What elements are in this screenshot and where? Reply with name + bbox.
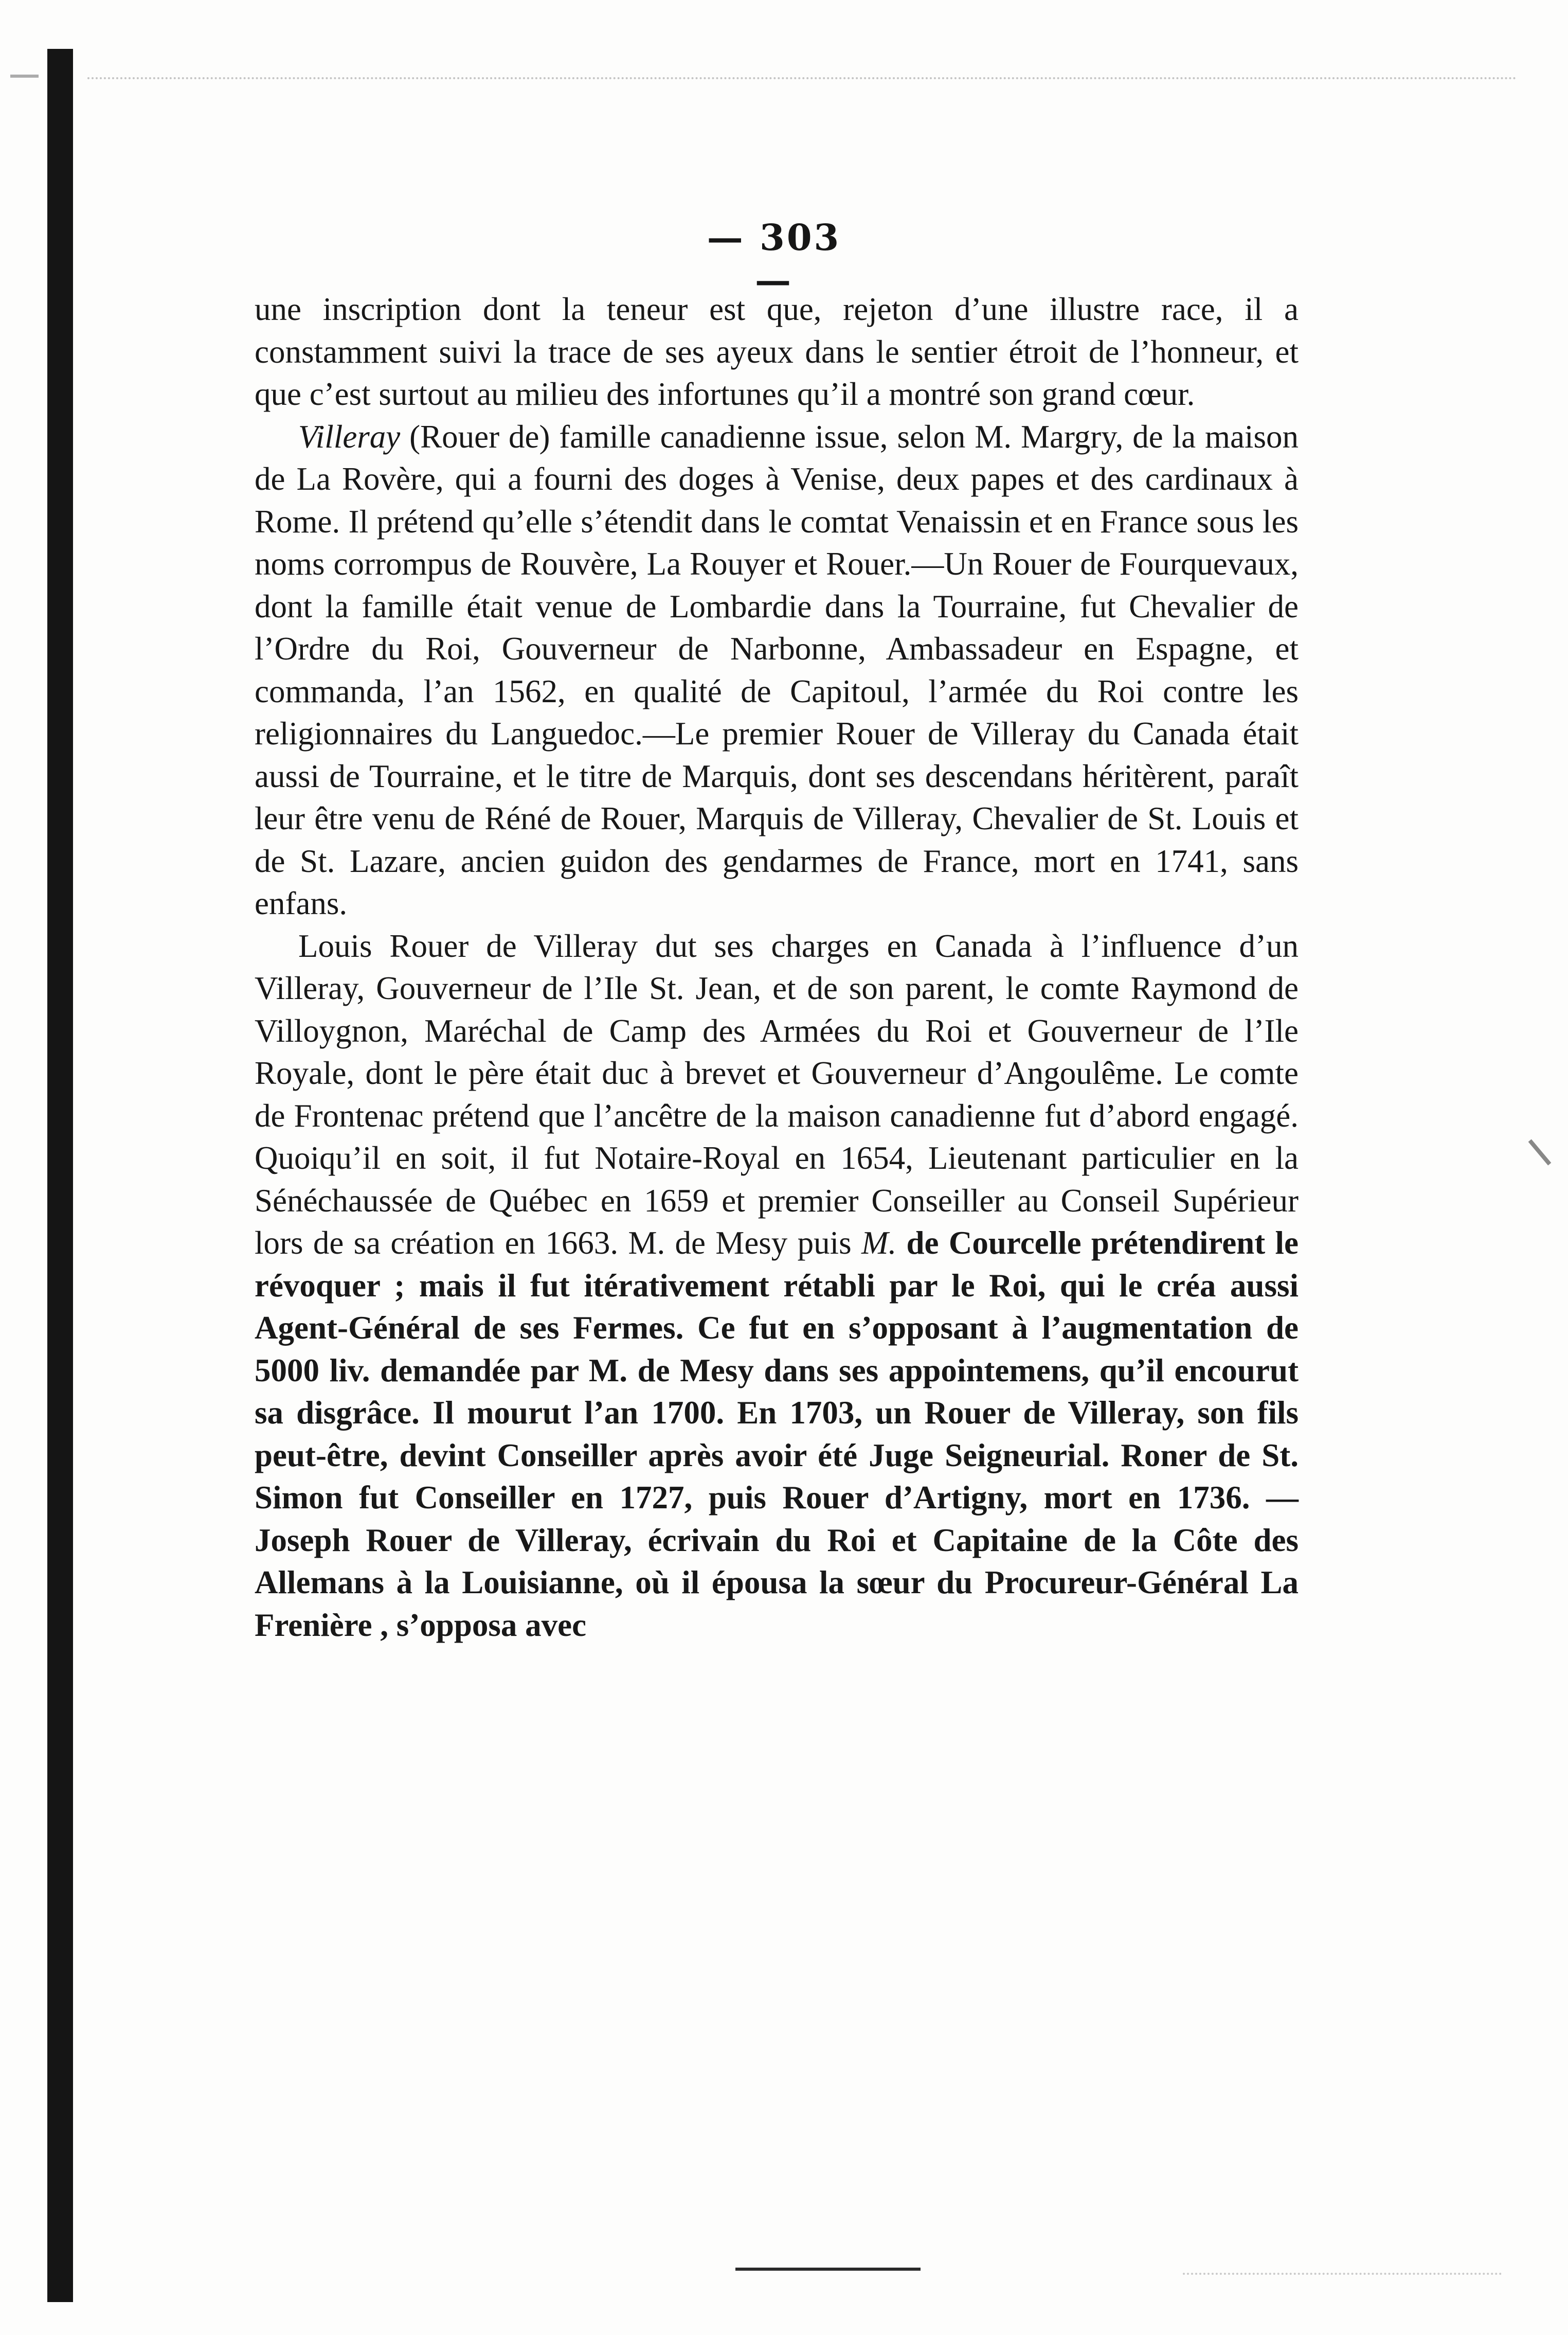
binding-edge-shadow [47,49,73,2302]
paragraph-3-italic-m: M. [861,1225,897,1261]
scan-noise-bottom [1183,2273,1502,2277]
paragraph-1: une inscription dont la teneur est que, rejeton d’une illustre race, il a constamment suivi la trace de ses ayeux dans le sentier étroit de l’honneur, et que c’est surtout au milieu des infortunes qu’il a montré son grand cœur. [255,291,1299,412]
page-number: — 303 — [707,216,841,301]
entry-name-villeray: Villeray [298,418,401,455]
footer-rule [735,2268,921,2271]
scan-mark-right [1528,1139,1552,1165]
scan-noise-top [87,77,1517,82]
body-text [255,288,1299,1646]
paragraph-2-text: (Rouer de) famille canadienne issue, selon M. Margry, de la maison de La Rovère, qui a fourni des doges à Venise, deux papes et des cardinaux à Rome. Il prétend qu’elle s’étendit dans le comtat Venaissin et en France sous les noms corrompus de Rouvère, La Rouyer et Rouer.—Un Rouer de Fourquevaux, dont la famille était venue de Lombardie dans la Tourraine, fut Chevalier de l’Ordre du Roi, Gouverneur de Narbonne, Ambassadeur en Espagne, et commanda, l’an 1562, en qualité de Capitoul, l’armée du Roi contre les religionnaires du Languedoc.—Le premier Rouer de Villeray du Canada était aussi de Tourraine, et le titre de Marquis, dont ses descendans héritèrent, paraît leur être venu de Réné de Rouer, Marquis de Villeray, Chevalier de St. Louis et de St. Lazare, ancien guidon des gendarmes de France, mort en 1741, sans enfans. [255,418,1299,921]
paragraph-3-text-b: de Courcelle prétendirent le révoquer ; mais il fut itérativement rétabli par le Roi, qui le créa aussi Agent-Général de ses Fermes. Ce fut en s’opposant à l’augmentation de 5000 liv. demandée par M. de Mesy dans ses appointemens, qu’il encourut sa disgrâce. Il mourut l’an 1700. En 1703, un Rouer de Villeray, son fils peut-être, devint Conseiller après avoir été Juge Seigneurial. Roner de St. Simon fut Conseiller en 1727, puis Rouer d’Artigny, mort en 1736. —Joseph Rouer de Villeray, écrivain du Roi et Capitaine de la Côte des Allemans à la Louisianne, où il épousa la sœur du Procureur-Général La Frenière , s’opposa avec [255,1225,1299,1643]
paragraph-3 [255,925,1299,1647]
paragraph-2 [255,416,1299,925]
paragraph-3-text-a: Louis Rouer de Villeray dut ses charges en Canada à l’influence d’un Villeray, Gouverneur de l’Ile St. Jean, et de son parent, le comte Raymond de Villoygnon, Maréchal de Camp des Armées du Roi et Gouverneur de l’Ile Royale, dont le père était duc à brevet et Gouverneur d’Angoulême. Le comte de Frontenac prétend que l’ancêtre de la maison canadienne fut d’abord engagé. Quoiqu’il en soit, il fut Notaire-Royal en 1654, Lieutenant particulier en la Sénéchaussée de Québec en 1659 et premier Conseiller au Conseil Supérieur lors de sa création en 1663. M. de Mesy puis [255,928,1299,1261]
scan-mark [10,75,39,78]
